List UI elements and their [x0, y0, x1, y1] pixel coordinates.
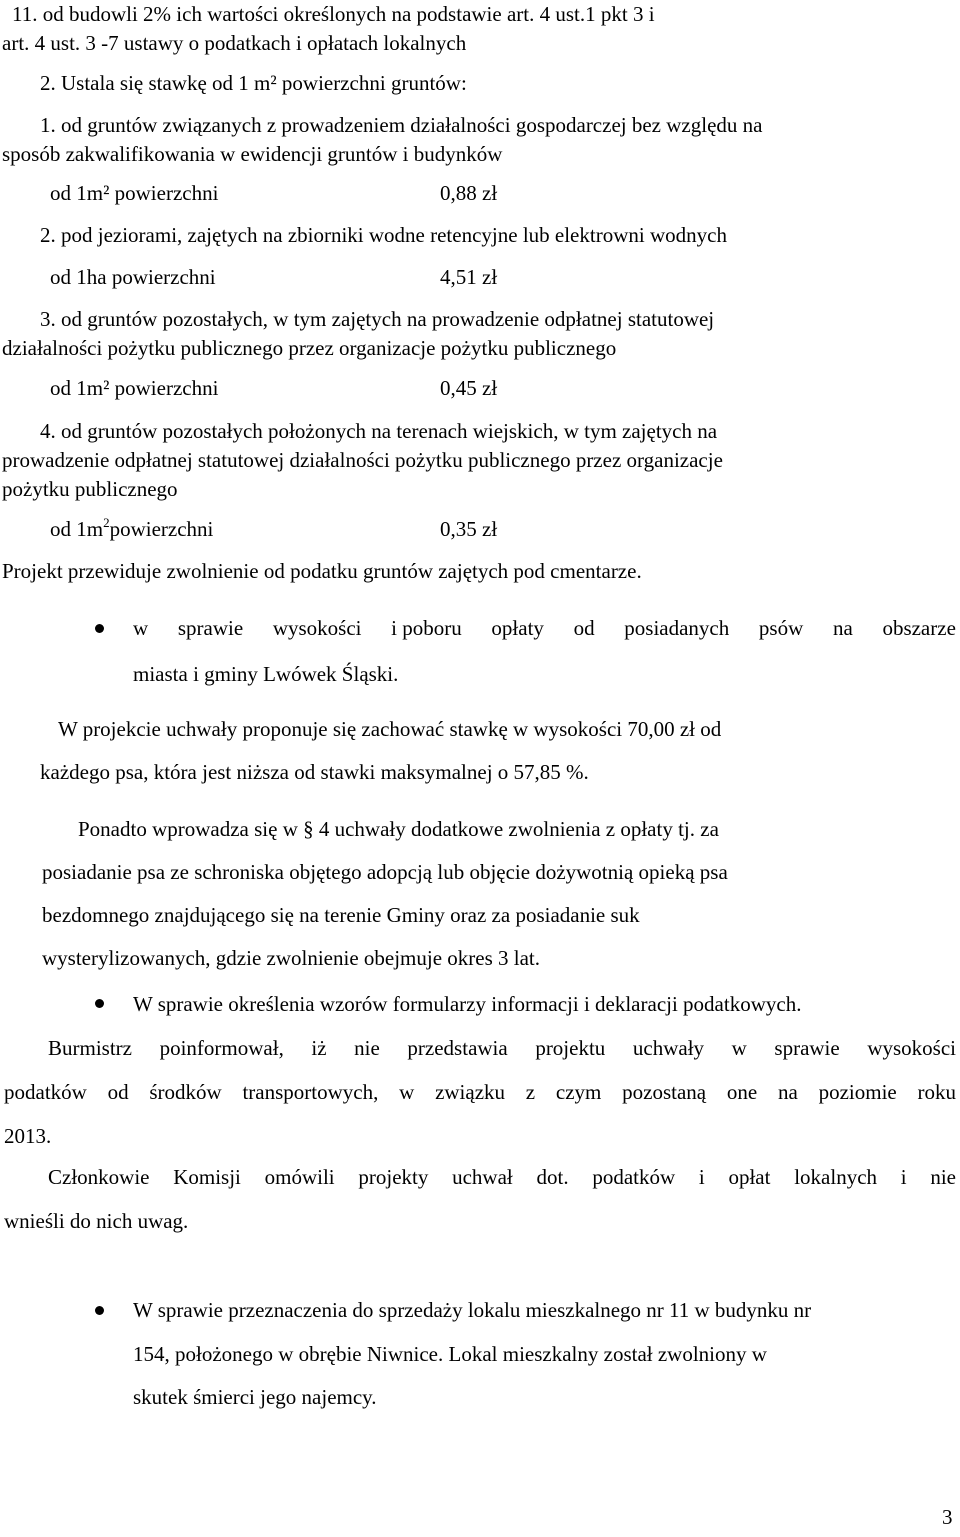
- bullet-dogs-line-2: miasta i gminy Lwówek Śląski.: [133, 662, 399, 686]
- item-1-line-2: sposób zakwalifikowania w ewidencji gruntów i budynków: [2, 142, 503, 166]
- word: związku: [435, 1080, 506, 1104]
- word: pozostaną: [622, 1080, 707, 1104]
- item-3-line-2: działalności pożytku publicznego przez organizacje pożytku publicznego: [2, 336, 617, 360]
- item-4-unit-suffix: powierzchni: [109, 517, 214, 541]
- word: sprawie: [177, 616, 244, 640]
- word: iż: [311, 1036, 327, 1060]
- word: i poboru: [391, 616, 462, 640]
- item-4-line-2: prowadzenie odpłatnej statutowej działalności pożytku publicznego przez organizacje: [2, 448, 723, 472]
- word: uchwały: [632, 1036, 705, 1060]
- mayor-para-line-2: [4, 1079, 956, 1105]
- word: uchwał: [452, 1165, 513, 1189]
- item-4-unit: [50, 516, 213, 542]
- word: obszarze: [882, 616, 956, 640]
- word: przedstawia: [407, 1036, 508, 1060]
- word: Członkowie: [48, 1165, 150, 1189]
- item-1-unit: od 1m² powierzchni: [50, 181, 219, 205]
- word: transportowych,: [242, 1080, 379, 1104]
- word: dot.: [536, 1165, 569, 1189]
- item-1-line-1: 1. od gruntów związanych z prowadzeniem działalności gospodarczej bez względu na: [40, 113, 763, 137]
- word: nie: [354, 1036, 380, 1060]
- word: i: [698, 1165, 705, 1189]
- dogs-para-1-line-1: W projekcie uchwały proponuje się zachować stawkę w wysokości 70,00 zł od: [58, 717, 722, 741]
- word: środków: [149, 1080, 222, 1104]
- item-3-line-1: 3. od gruntów pozostałych, w tym zajętych na prowadzenie odpłatnej statutowej: [40, 307, 715, 331]
- dogs-para-2-line-1: Ponadto wprowadza się w § 4 uchwały dodatkowe zwolnienia z opłaty tj. za: [78, 817, 719, 841]
- bullet-dot: [95, 624, 104, 633]
- bullet-dot: [95, 999, 104, 1008]
- bullet-dot: [95, 1306, 104, 1315]
- word: Komisji: [173, 1165, 241, 1189]
- word: posiadanych: [624, 616, 730, 640]
- word: poinformował,: [159, 1036, 284, 1060]
- word: na: [777, 1080, 798, 1104]
- item-2-unit: od 1ha powierzchni: [50, 265, 216, 289]
- word: projektu: [535, 1036, 606, 1060]
- word: i: [900, 1165, 907, 1189]
- bullet-forms: W sprawie określenia wzorów formularzy informacji i deklaracji podatkowych.: [133, 992, 802, 1016]
- mayor-para-line-1: [48, 1035, 956, 1061]
- dogs-para-2-line-4: wysterylizowanych, gdzie zwolnienie obejmuje okres 3 lat.: [42, 946, 541, 970]
- word: opłaty: [491, 616, 544, 640]
- item-4-unit-exponent: 2: [103, 515, 110, 530]
- item-2-rate: 4,51 zł: [440, 265, 498, 289]
- dogs-para-2-line-3: bezdomnego znajdującego się na terenie Gminy oraz za posiadanie suk: [42, 903, 640, 927]
- word: nie: [930, 1165, 956, 1189]
- dogs-para-1-line-2: każdego psa, która jest niższa od stawki maksymalnej o 57,85 %.: [40, 760, 589, 784]
- word: w: [133, 616, 149, 640]
- word: lokalnych: [794, 1165, 878, 1189]
- word: wysokości: [867, 1036, 956, 1060]
- section-heading-rates: 2. Ustala się stawkę od 1 m² powierzchni gruntów:: [40, 71, 467, 95]
- word: w: [399, 1080, 415, 1104]
- intro-line-2: art. 4 ust. 3 -7 ustawy o podatkach i opłatach lokalnych: [2, 31, 467, 55]
- word: roku: [917, 1080, 956, 1104]
- word: na: [832, 616, 853, 640]
- word: w: [731, 1036, 747, 1060]
- item-4-line-1: 4. od gruntów pozostałych położonych na terenach wiejskich, w tym zajętych na: [40, 419, 718, 443]
- page-number: 3: [942, 1505, 953, 1529]
- bullet-dogs-line-1: [133, 615, 956, 641]
- word: podatków: [4, 1080, 87, 1104]
- word: psów: [758, 616, 804, 640]
- word: od: [573, 616, 595, 640]
- item-4-line-3: pożytku publicznego: [2, 477, 178, 501]
- word: poziomie: [818, 1080, 897, 1104]
- word: omówili: [264, 1165, 335, 1189]
- item-4-unit-prefix: od 1m: [50, 517, 104, 541]
- bullet-sale-line-2: 154, położonego w obrębie Niwnice. Lokal mieszkalny został zwolniony w: [133, 1342, 767, 1366]
- word: z: [525, 1080, 536, 1104]
- word: opłat: [728, 1165, 771, 1189]
- word: wysokości: [272, 616, 362, 640]
- members-para-line-2: wnieśli do nich uwag.: [4, 1209, 189, 1233]
- item-3-rate: 0,45 zł: [440, 376, 498, 400]
- bullet-sale-line-1: W sprawie przeznaczenia do sprzedaży lokalu mieszkalnego nr 11 w budynku nr: [133, 1298, 812, 1322]
- cemetery-note: Projekt przewiduje zwolnienie od podatku gruntów zajętych pod cmentarze.: [2, 559, 642, 583]
- members-para-line-1: [48, 1164, 956, 1190]
- word: Burmistrz: [48, 1036, 132, 1060]
- word: one: [726, 1080, 758, 1104]
- word: czym: [555, 1080, 602, 1104]
- item-4-rate: 0,35 zł: [440, 517, 498, 541]
- word: podatków: [592, 1165, 676, 1189]
- item-1-rate: 0,88 zł: [440, 181, 498, 205]
- dogs-para-2-line-2: posiadanie psa ze schroniska objętego adopcją lub objęcie dożywotnią opieką psa: [42, 860, 728, 884]
- item-3-unit: od 1m² powierzchni: [50, 376, 219, 400]
- bullet-sale-line-3: skutek śmierci jego najemcy.: [133, 1385, 377, 1409]
- word: od: [107, 1080, 129, 1104]
- mayor-para-line-3: 2013.: [4, 1124, 52, 1148]
- word: sprawie: [774, 1036, 840, 1060]
- word: projekty: [358, 1165, 429, 1189]
- intro-line-1: 11. od budowli 2% ich wartości określonych na podstawie art. 4 ust.1 pkt 3 i: [12, 2, 655, 26]
- item-2-line-1: 2. pod jeziorami, zajętych na zbiorniki wodne retencyjne lub elektrowni wodnych: [40, 223, 727, 247]
